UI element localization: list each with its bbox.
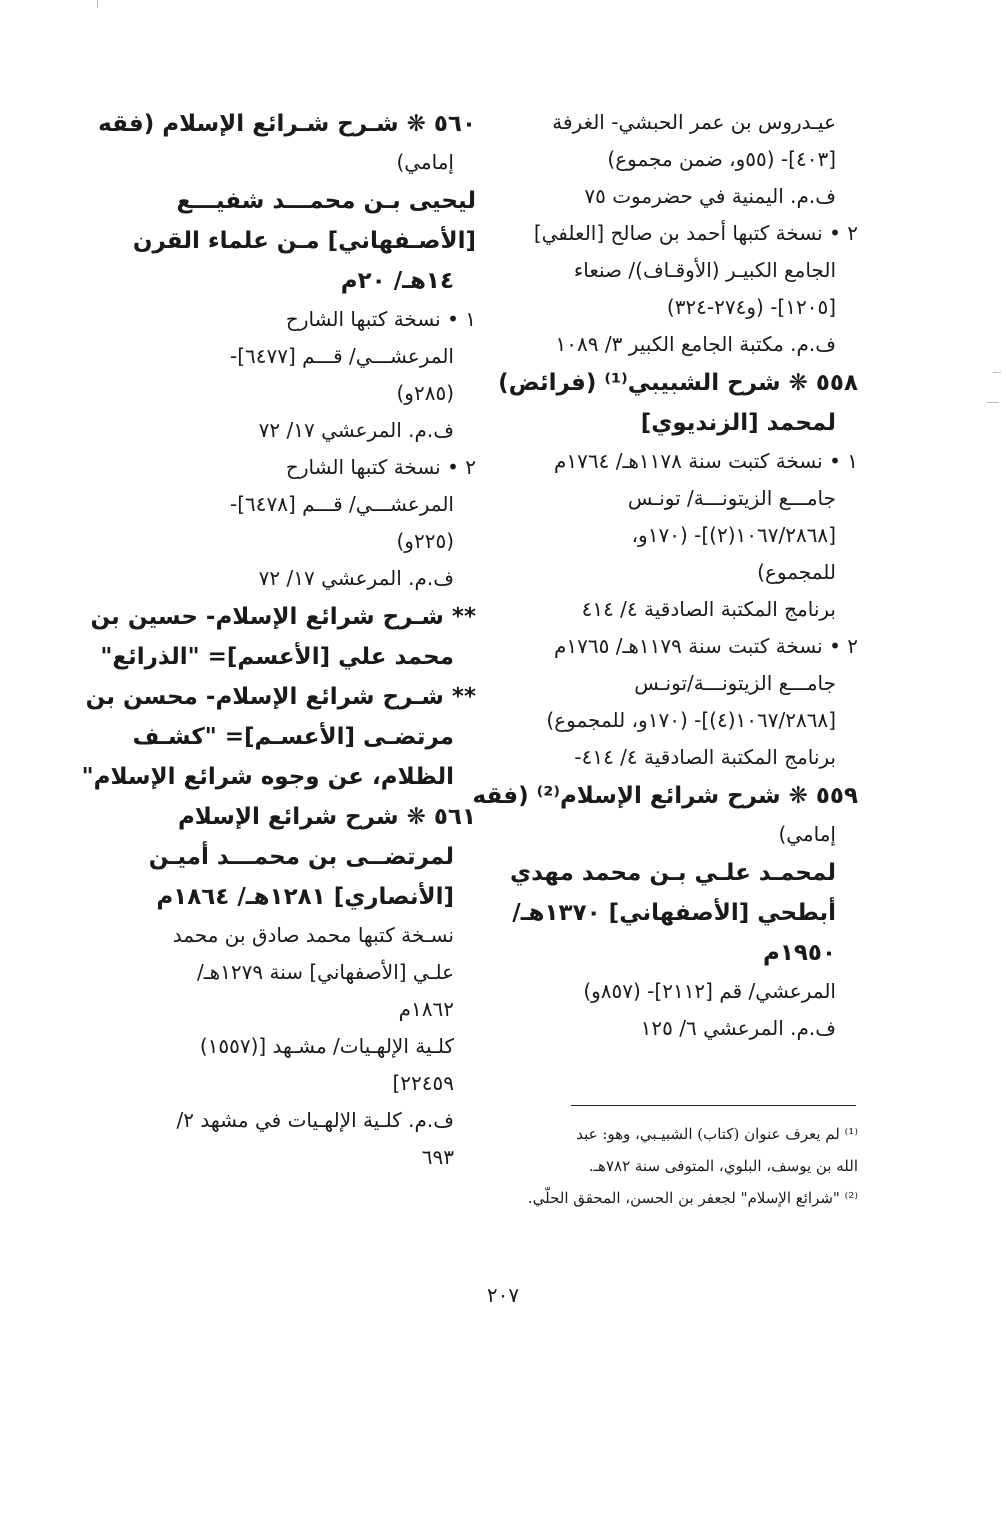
entry-heading-line: لمحمـد علـي بـن محمد مهدي <box>510 860 836 886</box>
entry-heading-line: ٥٥٨ ❋ شرح الشبيبي⁽¹⁾ (فرائض) <box>498 370 858 396</box>
entry-text-line: المرعشـــي/ قـــم [٦٤٧٨]- <box>230 492 454 516</box>
entry-text-line: برنامج المكتبة الصادقية ٤/ ٤١٤ <box>581 597 836 621</box>
entry-heading-line: ٥٦٠ ❋ شـرح شـرائع الإسلام (فقه <box>98 111 476 137</box>
entry-heading-line: ١٤هـ/ ٢٠م <box>340 268 454 294</box>
entry-heading-line: ليحيى بـن محمـــد شفيـــع <box>176 188 476 214</box>
entry-text-line: عيـدروس بن عمر الحبشي- الغرفة <box>552 110 836 134</box>
entry-text-line: برنامج المكتبة الصادقية ٤/ ٤١٤- <box>574 745 836 769</box>
entry-text-line: ف.م. المرعشي ١٧/ ٧٢ <box>258 418 454 442</box>
entry-text-line: [١٠٦٧/٢٨٦٨(٢)]- (١٧٠و، <box>631 523 836 547</box>
entry-heading-line: ** شـرح شرائع الإسلام- حسين بن <box>90 604 476 630</box>
entry-text-line: [١٠٦٧/٢٨٦٨(٤)]- (١٧٠و، للمجموع) <box>546 708 836 732</box>
entry-text-line: كلـية الإلهـيات/ مشـهد [(١٥٥٧) <box>199 1034 454 1058</box>
footnote-line: الله بن يوسف، البلوي، المتوفى سنة ٧٨٢هـ. <box>588 1157 858 1175</box>
entry-text-line: ف.م. اليمنية في حضرموت ٧٥ <box>584 184 836 208</box>
entry-text-line: المرعشـــي/ قـــم [٦٤٧٧]- <box>230 344 454 368</box>
entry-text-line: (٢٢٥و) <box>396 529 454 553</box>
entry-text-line: ف.م. مكتبة الجامع الكبير ٣/ ١٠٨٩ <box>555 332 836 356</box>
entry-text-line: ٢ • نسخة كتبها أحمد بن صالح [العلفي] <box>533 221 858 245</box>
entry-text-line: (٢٨٥و) <box>396 381 454 405</box>
entry-heading-line: ١٩٥٠م <box>762 940 836 966</box>
right-column <box>472 104 858 1047</box>
entry-text-line: ف.م. المرعشي ١٧/ ٧٢ <box>258 566 454 590</box>
entry-text-line: الجامع الكبيـر (الأوقـاف)/ صنعاء <box>573 258 836 282</box>
entry-text-line: ١ • نسخة كتبها الشارح <box>285 307 476 331</box>
entry-text-line: ٢ • نسخة كتبت سنة ١١٧٩هـ/ ١٧٦٥م <box>554 634 858 658</box>
entry-text-line: إمامي) <box>778 822 836 846</box>
entry-text-line: جامـــع الزيتونـــة/ تونـس <box>627 486 836 510</box>
scan-mark-top <box>97 0 98 8</box>
footnote-line: ⁽¹⁾ لم يعرف عنوان (كتاب) الشبيـبي، وهو: عبد <box>576 1125 858 1143</box>
entry-heading-line: لمحمد [الزنديوي] <box>640 410 836 436</box>
entry-text-line: جامـــع الزيتونـــة/تونـس <box>634 671 836 695</box>
entry-text-line: [١٢٠٥]- (و٢٧٤-٣٢٤) <box>666 295 836 319</box>
entry-heading-line: [الأصـفهاني] مـن علماء القرن <box>132 228 476 254</box>
entry-heading-line: ٥٦١ ❋ شرح شرائع الإسلام <box>177 804 476 830</box>
entry-text-line: ف.م. المرعشي ٦/ ١٢٥ <box>640 1016 836 1040</box>
entry-text-line: المرعشي/ قم [٢١١٢]- (٨٥٧و) <box>583 979 836 1003</box>
left-column <box>81 104 476 1176</box>
scan-mark-right-1 <box>993 372 1001 373</box>
footnote-line: ⁽²⁾ "شرائع الإسلام" لجعفر بن الحسن، المحقق الحلّي. <box>527 1189 858 1207</box>
entry-heading-line: الظلام، عن وجوه شرائع الإسلام" <box>81 764 454 790</box>
entry-text-line: نسـخة كتبها محمد صادق بن محمد <box>172 923 454 947</box>
entry-heading-line: محمد علي [الأعسم]= "الذرائع" <box>100 644 454 670</box>
entry-heading-line: ** شـرح شرائع الإسلام- محسن بن <box>85 684 476 710</box>
entry-text-line: ٦٩٣ <box>421 1145 454 1169</box>
entry-heading-line: ٥٥٩ ❋ شرح شرائع الإسلام⁽²⁾ (فقه <box>472 783 858 809</box>
entry-text-line: ١ • نسخة كتبت سنة ١١٧٨هـ/ ١٧٦٤م <box>554 449 858 473</box>
footnote-divider <box>571 1105 856 1106</box>
entry-heading-line: مرتضـى [الأعسـم]= "كشـف <box>132 724 454 750</box>
entry-heading-line: [الأنصاري] ١٢٨١هـ/ ١٨٦٤م <box>156 884 454 910</box>
footnotes <box>518 1118 858 1214</box>
entry-text-line: ٢ • نسخة كتبها الشارح <box>285 455 476 479</box>
entry-heading-line: لمرتضــى بن محمـــد أميـن <box>148 844 454 870</box>
scan-mark-right-2 <box>987 402 999 403</box>
entry-heading-line: أبطحي [الأصفهاني] ١٣٧٠هـ/ <box>512 900 836 926</box>
entry-text-line: علـي [الأصفهاني] سنة ١٢٧٩هـ/ <box>196 960 454 984</box>
entry-text-line: للمجموع) <box>757 560 836 584</box>
entry-text-line: ١٨٦٢م <box>398 997 454 1021</box>
page-number: ٢٠٧ <box>486 1283 520 1307</box>
entry-text-line: ف.م. كلـية الإلهـيات في مشهد ٢/ <box>176 1108 454 1132</box>
entry-text-line: ٢٢٤٥٩] <box>392 1071 454 1095</box>
entry-text-line: [٤٠٣]- (٥٥و، ضمن مجموع) <box>607 147 836 171</box>
entry-text-line: إمامي) <box>396 150 454 174</box>
